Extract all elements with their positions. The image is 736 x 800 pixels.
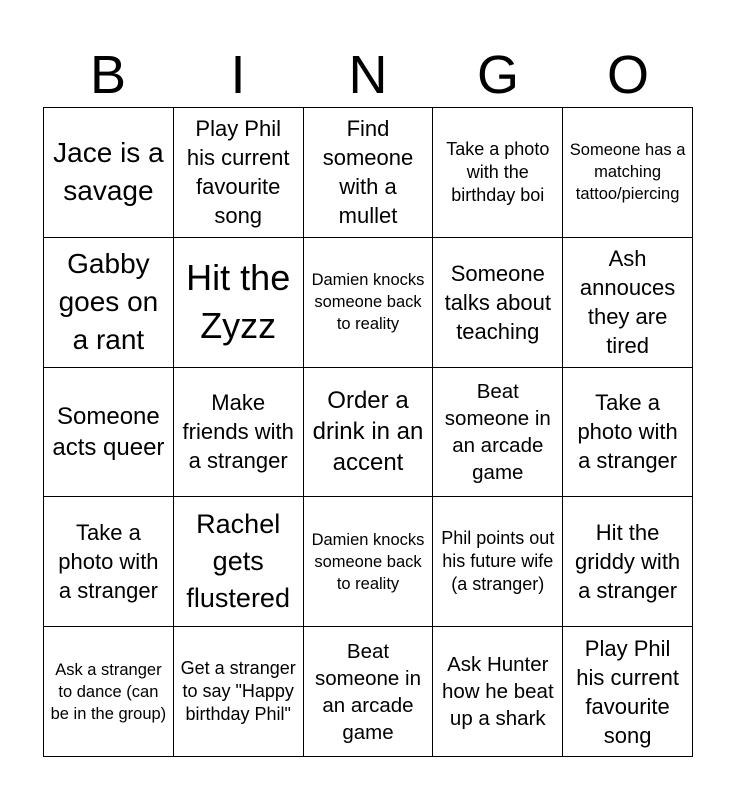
bingo-cell[interactable] bbox=[563, 497, 693, 627]
cell-text: Someone has a matching tattoo/piercing bbox=[569, 141, 686, 204]
cell-text: Ask a stranger to dance (can be in the group) bbox=[50, 660, 167, 723]
cell-text: Someone acts queer bbox=[52, 402, 165, 461]
bingo-cell[interactable] bbox=[44, 627, 174, 757]
cell-text: Hit the griddy with a stranger bbox=[575, 520, 681, 604]
bingo-cell[interactable] bbox=[304, 108, 434, 238]
bingo-cell[interactable] bbox=[44, 368, 174, 498]
cell-text: Order a drink in an accent bbox=[312, 387, 424, 477]
cell-text: Play Phil his current favourite song bbox=[186, 116, 290, 229]
bingo-cell[interactable] bbox=[433, 108, 563, 238]
bingo-header bbox=[43, 44, 693, 106]
bingo-cell[interactable] bbox=[433, 497, 563, 627]
bingo-cell[interactable] bbox=[563, 238, 693, 368]
bingo-board bbox=[43, 107, 693, 757]
header-letter-n: N bbox=[348, 45, 388, 105]
cell-text: Hit the Zyzz bbox=[186, 257, 291, 347]
cell-text: Play Phil his current favourite song bbox=[576, 635, 679, 748]
bingo-cell[interactable] bbox=[304, 497, 434, 627]
bingo-cell[interactable] bbox=[44, 497, 174, 627]
bingo-cell[interactable] bbox=[433, 238, 563, 368]
cell-text: Ash annouces they are tired bbox=[579, 246, 676, 359]
cell-text: Beat someone in an arcade game bbox=[444, 379, 551, 484]
bingo-cell[interactable] bbox=[563, 108, 693, 238]
bingo-cell[interactable] bbox=[563, 627, 693, 757]
cell-text: Take a photo with a stranger bbox=[58, 520, 159, 604]
cell-text: Beat someone in an arcade game bbox=[315, 639, 421, 744]
header-letter-i: I bbox=[230, 45, 246, 105]
bingo-cell[interactable] bbox=[174, 497, 304, 627]
bingo-cell[interactable] bbox=[44, 238, 174, 368]
cell-text: Phil points out his future wife (a stranger) bbox=[441, 528, 555, 595]
cell-text: Damien knocks someone back to reality bbox=[311, 271, 425, 334]
bingo-cell[interactable] bbox=[174, 627, 304, 757]
bingo-cell[interactable] bbox=[304, 368, 434, 498]
bingo-cell[interactable] bbox=[433, 368, 563, 498]
bingo-cell[interactable] bbox=[174, 368, 304, 498]
bingo-cell[interactable] bbox=[304, 238, 434, 368]
header-letter-b: B bbox=[89, 45, 127, 105]
cell-text: Take a photo with a stranger bbox=[577, 390, 678, 474]
cell-text: Someone talks about teaching bbox=[444, 260, 551, 344]
cell-text: Gabby goes on a rant bbox=[58, 248, 159, 356]
cell-text: Ask Hunter how he beat up a shark bbox=[441, 653, 554, 731]
bingo-cell[interactable] bbox=[44, 108, 174, 238]
cell-text: Get a stranger to say "Happy birthday Phil" bbox=[180, 658, 296, 725]
bingo-cell[interactable] bbox=[563, 368, 693, 498]
header-letter-g: G bbox=[476, 45, 519, 105]
bingo-cell[interactable] bbox=[433, 627, 563, 757]
bingo-cell[interactable] bbox=[174, 238, 304, 368]
cell-text: Rachel gets flustered bbox=[186, 509, 290, 614]
cell-text: Jace is a savage bbox=[53, 137, 164, 207]
cell-text: Find someone with a mullet bbox=[322, 116, 414, 229]
cell-text: Make friends with a stranger bbox=[182, 390, 294, 474]
cell-text: Take a photo with the birthday boi bbox=[446, 138, 550, 205]
header-letter-o: O bbox=[606, 45, 649, 105]
bingo-cell[interactable] bbox=[304, 627, 434, 757]
bingo-cell[interactable] bbox=[174, 108, 304, 238]
cell-text: Damien knocks someone back to reality bbox=[311, 530, 425, 593]
